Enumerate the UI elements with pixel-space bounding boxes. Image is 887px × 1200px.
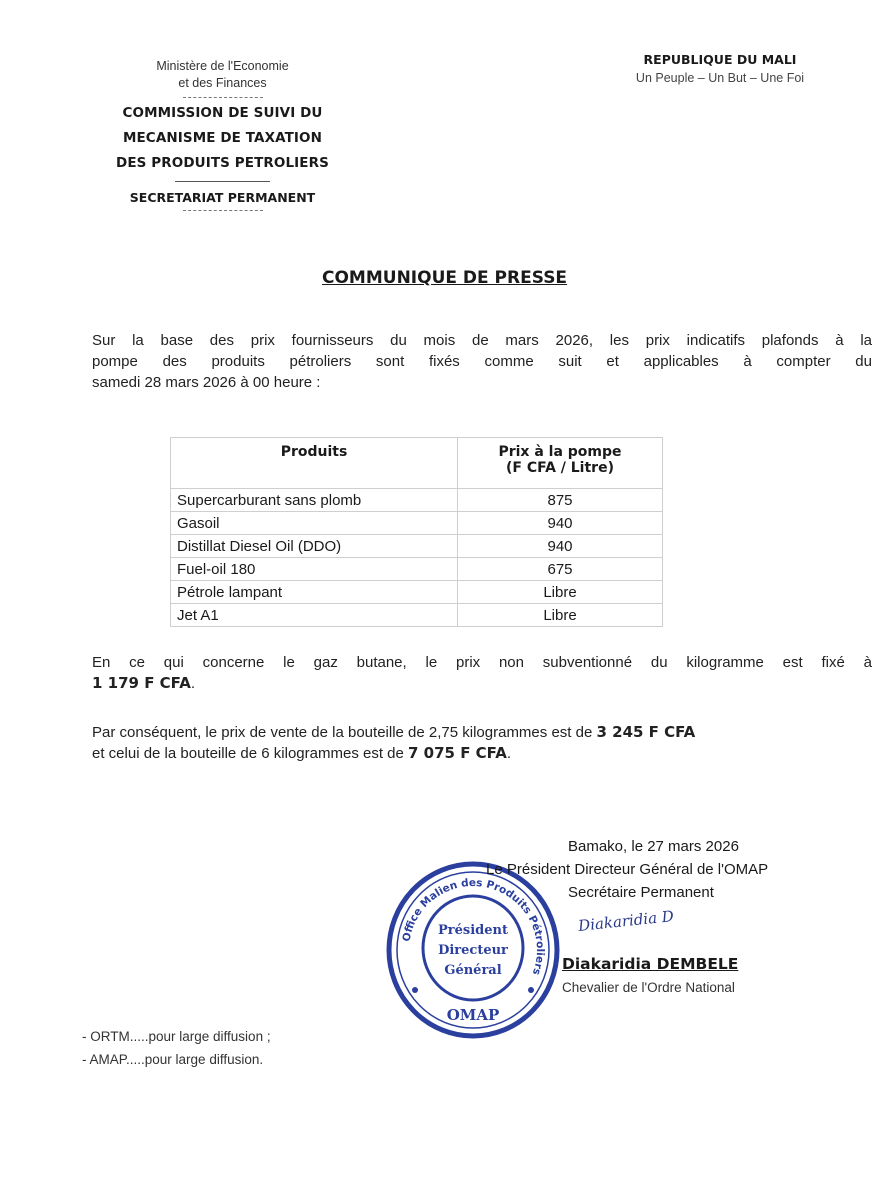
document-title: COMMUNIQUE DE PRESSE <box>322 268 568 288</box>
signatory-name: Diakaridia DEMBELE <box>562 955 739 973</box>
price-cell: Libre <box>458 581 663 604</box>
bottle-line-1 <box>92 722 695 743</box>
period: . <box>190 675 195 692</box>
star-icon <box>528 987 534 993</box>
ministry-line-2: et des Finances <box>178 76 267 90</box>
intro-line-2: pompe des produits pétroliers sont fixés comme suit et applicables à compter du <box>92 353 872 370</box>
separator <box>175 181 270 182</box>
table-row <box>171 535 663 558</box>
price-cell: 875 <box>458 489 663 512</box>
list-item: - ORTM.....pour large diffusion ; <box>82 1029 271 1044</box>
price-cell: 940 <box>458 512 663 535</box>
bottle-text-2: et celui de la bouteille de 6 kilogrammes est de <box>92 745 409 762</box>
stamp-ring-text: Office Malien des Produits Pétroliers <box>400 876 547 977</box>
commission-line-3: DES PRODUITS PETROLIERS <box>116 155 329 171</box>
country-header <box>600 52 840 85</box>
price-cell: 675 <box>458 558 663 581</box>
column-header-price-line-1: Prix à la pompe <box>498 444 622 460</box>
table-row <box>171 489 663 512</box>
ministry-line-1: Ministère de l'Economie <box>156 59 289 73</box>
column-header-product: Produits <box>171 438 458 489</box>
handwritten-signature: Diakaridia D <box>577 907 675 935</box>
stamp-center-line-3: Général <box>444 963 502 978</box>
period: . <box>506 745 511 762</box>
product-cell: Gasoil <box>171 512 458 535</box>
stamp-center-line-1: Président <box>438 923 508 938</box>
intro-line-3: samedi 28 mars 2026 à 00 heure : <box>92 374 321 391</box>
signatory-title: Le Président Directeur Général de l'OMAP <box>486 861 769 878</box>
separator <box>183 97 263 98</box>
distribution-list <box>82 1025 271 1071</box>
signatory-distinction: Chevalier de l'Ordre National <box>562 980 735 995</box>
star-icon <box>412 987 418 993</box>
stamp-center-line-2: Directeur <box>438 943 508 958</box>
place-and-date: Bamako, le 27 mars 2026 <box>568 838 739 855</box>
price-cell: 940 <box>458 535 663 558</box>
price-cell: Libre <box>458 604 663 627</box>
butane-line-2 <box>92 673 872 694</box>
product-cell: Fuel-oil 180 <box>171 558 458 581</box>
bottle-line-2 <box>92 743 695 764</box>
butane-line-1: En ce qui concerne le gaz butane, le prix non subventionné du kilogramme est fixé à <box>92 654 872 671</box>
product-cell: Supercarburant sans plomb <box>171 489 458 512</box>
intro-paragraph <box>92 330 872 393</box>
separator <box>183 210 263 211</box>
bottle-price-small: 3 245 F CFA <box>596 723 696 741</box>
commission-line-1: COMMISSION DE SUIVI DU <box>122 105 323 121</box>
commission-line-2: MECANISME DE TAXATION <box>122 130 323 146</box>
table-row <box>171 581 663 604</box>
column-header-price-line-2: (F CFA / Litre) <box>506 460 614 476</box>
bottle-price-large: 7 075 F CFA <box>408 744 507 762</box>
bottle-price-paragraph <box>92 722 695 764</box>
bottle-text-1: Par conséquent, le prix de vente de la bouteille de 2,75 kilogrammes est de <box>92 724 597 741</box>
national-motto: Un Peuple – Un But – Une Foi <box>635 71 805 85</box>
table-row <box>171 558 663 581</box>
official-stamp <box>383 860 563 1040</box>
product-cell: Distillat Diesel Oil (DDO) <box>171 535 458 558</box>
republic-name: REPUBLIQUE DU MALI <box>643 52 797 67</box>
table-row <box>171 512 663 535</box>
signatory-role: Secrétaire Permanent <box>568 884 714 901</box>
butane-price-per-kg: 1 179 F CFA <box>92 674 191 692</box>
issuer-header <box>90 58 355 216</box>
price-table <box>170 437 663 627</box>
column-header-price <box>458 438 663 489</box>
table-row <box>171 604 663 627</box>
product-cell: Pétrole lampant <box>171 581 458 604</box>
butane-paragraph <box>92 652 872 694</box>
intro-line-1: Sur la base des prix fournisseurs du mois de mars 2026, les prix indicatifs plafonds à la <box>92 332 872 349</box>
stamp-bottom-text: OMAP <box>446 1006 500 1024</box>
table-header-row <box>171 438 663 489</box>
product-cell: Jet A1 <box>171 604 458 627</box>
secretariat-label: SECRETARIAT PERMANENT <box>129 190 316 205</box>
list-item: - AMAP.....pour large diffusion. <box>82 1052 264 1067</box>
